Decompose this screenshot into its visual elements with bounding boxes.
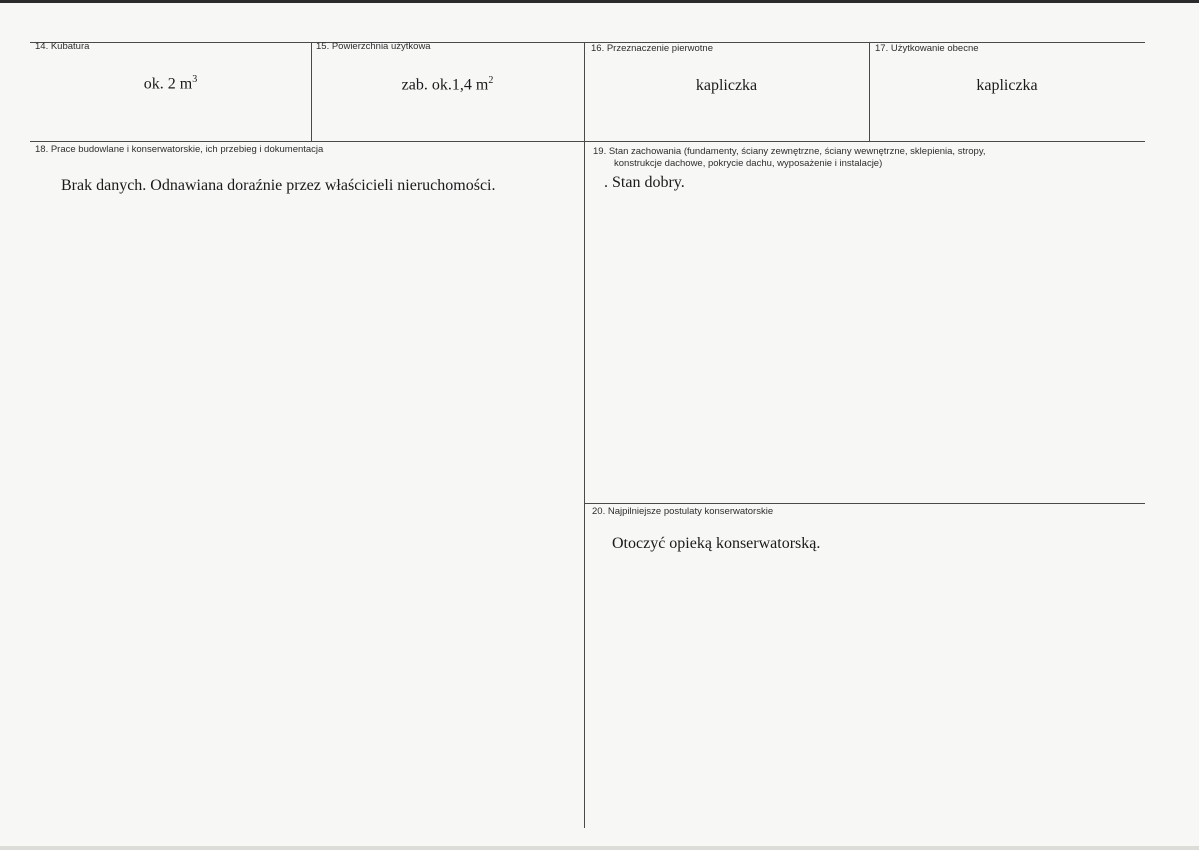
box20-top-border — [584, 503, 1145, 504]
field-17-label: 17. Użytkowanie obecne — [875, 43, 979, 54]
field-19-label-line1: 19. Stan zachowania (fundamenty, ściany zewnętrzne, ściany wewnętrzne, sklepienia, stropy, — [593, 146, 986, 157]
field-14-value-exponent: 3 — [192, 74, 198, 85]
field-15-value-exponent: 2 — [488, 75, 494, 86]
field-20-value: Otoczyć opieką konserwatorską. — [612, 535, 821, 552]
field-16-label: 16. Przeznaczenie pierwotne — [591, 43, 713, 54]
scan-edge-bottom — [0, 846, 1199, 850]
field-19-label-line2: konstrukcje dachowe, pokrycie dachu, wyposażenie i instalacje) — [614, 158, 883, 169]
field-15-label: 15. Powierzchnia użytkowa — [316, 41, 431, 52]
field-20-label: 20. Najpilniejsze postulaty konserwatorskie — [592, 506, 774, 517]
field-18-label: 18. Prace budowlane i konserwatorskie, ich przebieg i dokumentacja — [35, 144, 324, 155]
field-19-value: . Stan dobry. — [604, 174, 685, 191]
field-15-value — [311, 75, 584, 94]
field-17-value: kapliczka — [976, 77, 1038, 94]
field-15-value-text: zab. ok.1,4 m — [401, 76, 489, 94]
field-14-label: 14. Kubatura — [35, 41, 90, 52]
field-16-value: kapliczka — [695, 77, 758, 94]
field-18-value: Brak danych. Odnawiana doraźnie przez właścicieli nieruchomości. — [61, 177, 496, 194]
divider-18-19 — [584, 141, 585, 828]
row1-bottom-border — [30, 141, 1145, 142]
scan-edge-top — [0, 0, 1199, 3]
field-14-value-text: ok. 2 m — [143, 75, 193, 93]
field-14-value — [30, 74, 311, 93]
